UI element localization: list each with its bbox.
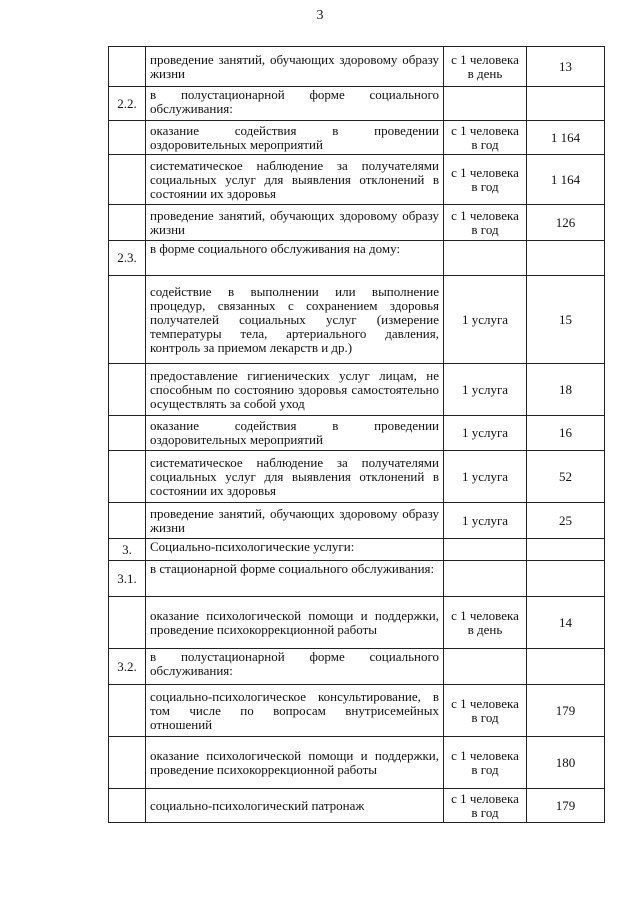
unit-of-measure: с 1 человека в год [444,789,527,823]
table-row [109,205,605,241]
service-value: 18 [527,364,605,416]
service-description: систематическое наблюдение за получателями социальных услуг для выявления отклонений в состоянии их здоровья [146,155,444,205]
service-value [527,241,605,276]
table-row [109,155,605,205]
service-value: 180 [527,737,605,789]
unit-of-measure: 1 услуга [444,503,527,539]
service-value: 14 [527,597,605,649]
row-number [109,685,146,737]
table-row [109,789,605,823]
row-number [109,155,146,205]
service-description: оказание содействия в проведении оздоровительных мероприятий [146,121,444,155]
unit-of-measure: с 1 человека в год [444,685,527,737]
service-description: в форме социального обслуживания на дому: [146,241,444,276]
unit-of-measure: с 1 человека в год [444,121,527,155]
row-number [109,205,146,241]
service-description: Социально-психологические услуги: [146,539,444,561]
service-value [527,649,605,685]
row-number: 2.2. [109,87,146,121]
row-number: 3.1. [109,561,146,597]
unit-of-measure [444,87,527,121]
table-row [109,276,605,364]
service-value: 1 164 [527,155,605,205]
service-value: 126 [527,205,605,241]
service-value: 179 [527,685,605,737]
service-value: 179 [527,789,605,823]
row-number: 3.2. [109,649,146,685]
service-value: 52 [527,451,605,503]
row-number: 2.3. [109,241,146,276]
service-value [527,539,605,561]
unit-of-measure [444,649,527,685]
table-row [109,451,605,503]
row-number [109,503,146,539]
row-number: 3. [109,539,146,561]
unit-of-measure: 1 услуга [444,451,527,503]
unit-of-measure: с 1 человека в год [444,737,527,789]
page-number: 3 [316,8,324,23]
service-description: в стационарной форме социального обслуживания: [146,561,444,597]
service-value [527,561,605,597]
row-number [109,416,146,451]
service-value: 1 164 [527,121,605,155]
table-row [109,737,605,789]
row-number [109,597,146,649]
service-description: социально-психологический патронаж [146,789,444,823]
row-number [109,789,146,823]
service-description: в полустационарной форме социального обслуживания: [146,649,444,685]
row-number [109,451,146,503]
service-description: социально-психологическое консультирование, в том числе по вопросам внутрисемейных отношений [146,685,444,737]
service-description: проведение занятий, обучающих здоровому образу жизни [146,205,444,241]
unit-of-measure: с 1 человека в год [444,155,527,205]
table-row [109,47,605,87]
services-table [108,46,605,823]
row-number [109,276,146,364]
unit-of-measure: 1 услуга [444,416,527,451]
service-description: проведение занятий, обучающих здоровому образу жизни [146,47,444,87]
unit-of-measure: с 1 человека в день [444,597,527,649]
service-description: систематическое наблюдение за получателями социальных услуг для выявления отклонений в состоянии их здоровья [146,451,444,503]
service-description: в полустационарной форме социального обслуживания: [146,87,444,121]
unit-of-measure: с 1 человека в год [444,205,527,241]
service-value: 13 [527,47,605,87]
unit-of-measure: 1 услуга [444,276,527,364]
service-value [527,87,605,121]
unit-of-measure: с 1 человека в день [444,47,527,87]
service-description: предоставление гигиенических услуг лицам, не способным по состоянию здоровья самостоятельно осуществлять за собой уход [146,364,444,416]
row-number [109,121,146,155]
table-row [109,539,605,561]
table-row [109,416,605,451]
service-value: 16 [527,416,605,451]
table-row [109,597,605,649]
row-number [109,737,146,789]
service-description: содействие в выполнении или выполнение процедур, связанных с сохранением здоровья получателей социальных услуг (измерение температуры тела, артериального давления, контроль за приемом лекарств и др.) [146,276,444,364]
service-description: оказание содействия в проведении оздоровительных мероприятий [146,416,444,451]
row-number [109,364,146,416]
service-description: проведение занятий, обучающих здоровому образу жизни [146,503,444,539]
table-row [109,561,605,597]
unit-of-measure: 1 услуга [444,364,527,416]
table-row [109,364,605,416]
table-row [109,649,605,685]
table-row [109,685,605,737]
unit-of-measure [444,561,527,597]
service-description: оказание психологической помощи и поддержки, проведение психокоррекционной работы [146,737,444,789]
service-description: оказание психологической помощи и поддержки, проведение психокоррекционной работы [146,597,444,649]
row-number [109,47,146,87]
table-row [109,121,605,155]
service-value: 15 [527,276,605,364]
table-row [109,241,605,276]
service-value: 25 [527,503,605,539]
unit-of-measure [444,539,527,561]
table-row [109,87,605,121]
table-row [109,503,605,539]
unit-of-measure [444,241,527,276]
